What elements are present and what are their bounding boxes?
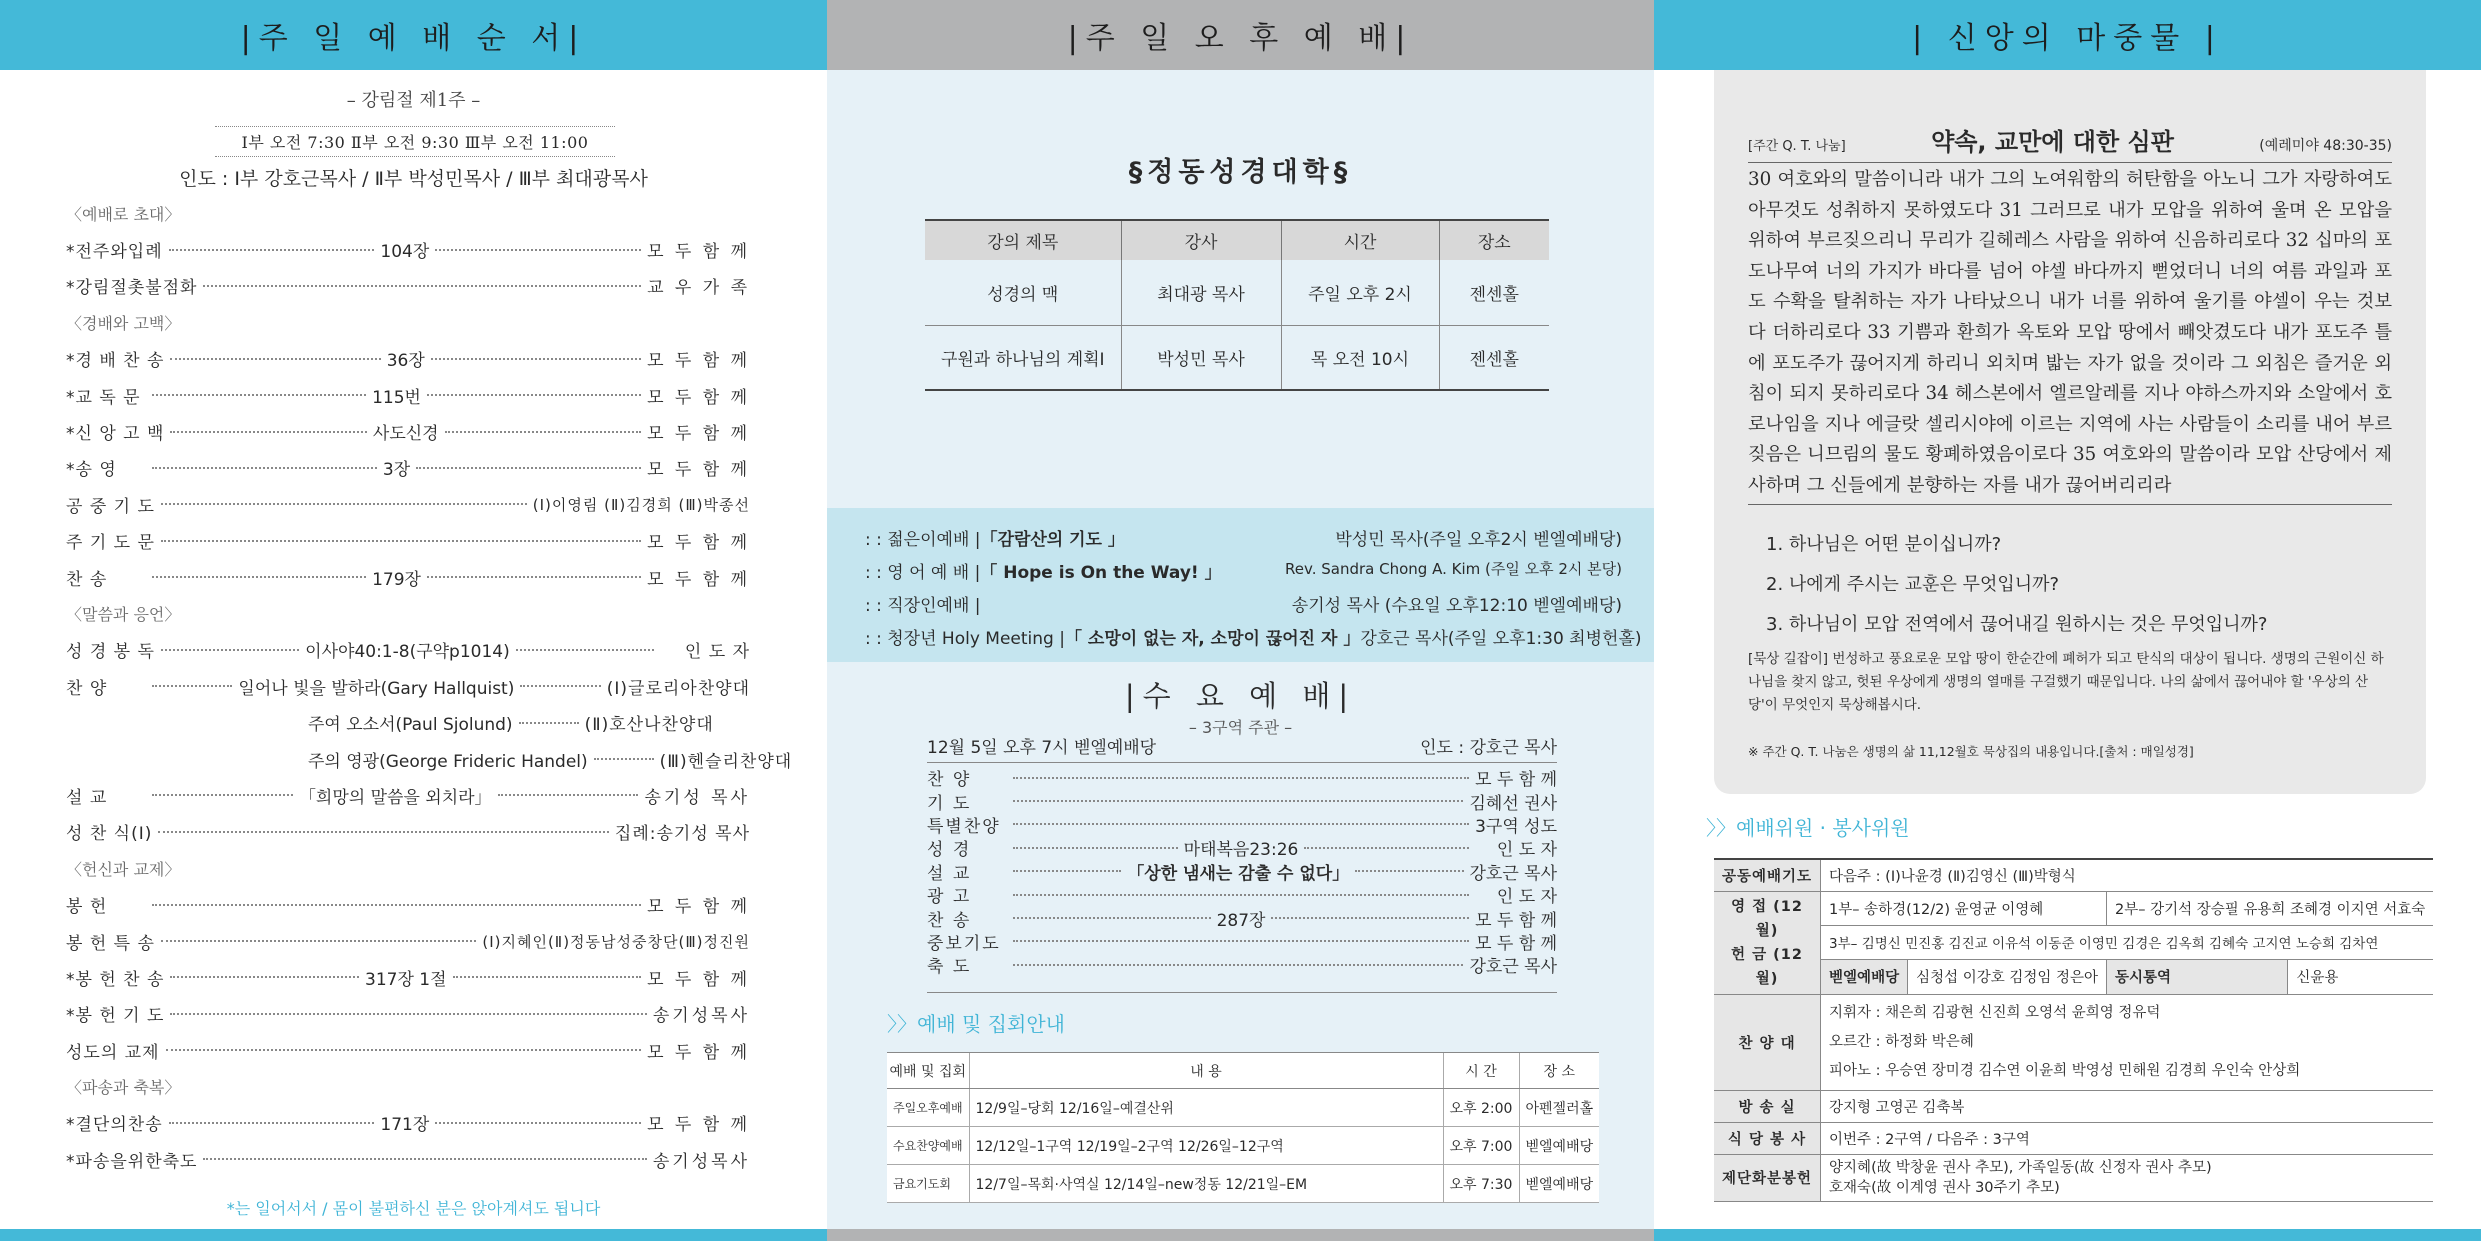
leader-dots	[166, 1049, 642, 1051]
list-item	[66, 268, 750, 304]
worship-name	[865, 591, 981, 616]
item-performer: 3구역 성도	[1475, 816, 1557, 837]
leader-dots	[427, 576, 641, 578]
item-name: 특별찬양	[927, 816, 1001, 837]
list-item	[865, 591, 1622, 616]
table-cell: 수요찬양예배	[887, 1127, 969, 1165]
leader-dots	[1013, 847, 1178, 849]
item-detail: 171장	[380, 1115, 430, 1136]
list-item	[66, 741, 793, 777]
table-cell: 벧엘예배당	[1519, 1165, 1599, 1203]
item-name: *결단의찬송	[66, 1115, 163, 1136]
item-name: *신 앙 고 백	[66, 424, 165, 445]
row-label: 식 당 봉 사	[1714, 1122, 1821, 1154]
list-item	[66, 341, 750, 377]
item-name: 공 중 기 도	[66, 496, 155, 517]
wednesday-date: 12월 5일 오후 7시 벧엘예배당	[927, 738, 1157, 758]
table-row	[1714, 960, 2433, 994]
worship-info: Rev. Sandra Chong A. Kim (주일 오후 2시 본당)	[1285, 560, 1622, 578]
leader-dots	[1013, 894, 1469, 896]
schedule-heading: 〉〉예배 및 집회안내	[887, 1012, 1065, 1036]
leader-dots	[161, 649, 299, 651]
worship-label: : : 청장년 Holy Meeting |	[865, 629, 1065, 649]
question-1: 1. 하나님은 어떤 분이십니까?	[1766, 534, 2002, 555]
item-name: 봉 헌	[66, 897, 108, 918]
list-item	[927, 906, 1557, 929]
bible-college-title: §정동성경대학§	[1128, 157, 1353, 188]
volunteers-table	[1714, 858, 2433, 1202]
item-performer: 인 도 자	[1496, 840, 1557, 861]
leader-dots	[1013, 800, 1463, 802]
leader-dots	[152, 685, 232, 687]
worship-label: : : 영 어 예 배 |	[865, 563, 981, 583]
table-cell: 이번주 : 2구역 / 다음주 : 3구역	[1821, 1122, 2434, 1154]
list-item	[66, 814, 750, 850]
item-detail: 115번	[372, 387, 421, 408]
item-performer: 모 두 함 께	[647, 969, 751, 990]
schedule-header: 장 소	[1519, 1053, 1599, 1089]
item-performer: 교 우 가 족	[647, 278, 750, 299]
leader-dots	[416, 467, 641, 469]
table-row	[925, 260, 1549, 325]
leader-dots	[1013, 777, 1469, 779]
item-name: 기 도	[927, 793, 972, 814]
pianists: 피아노 : 우승연 장미경 김수연 이윤희 박영성 민해원 김경희 우인숙 안상희	[1829, 1062, 2301, 1079]
list-item	[927, 813, 1557, 836]
item-detail: 179장	[372, 569, 421, 590]
leader-dots	[152, 904, 641, 906]
table-row	[1714, 859, 2433, 891]
table-row	[1714, 891, 2433, 925]
table-row	[1714, 1122, 2433, 1154]
item-performer: 모 두 함 께	[647, 460, 750, 481]
wednesday-worship-title: |수 요 예 배|	[1124, 679, 1357, 713]
item-name: *경 배 찬 송	[66, 351, 165, 372]
item-name: 중보기도	[927, 933, 1001, 954]
leader-dots	[169, 249, 375, 251]
footer-bar	[0, 1229, 827, 1241]
item-name: 찬 송	[66, 569, 108, 590]
row-label: 공동예배기도	[1714, 859, 1821, 891]
item-performer: 송기성목사	[652, 1151, 750, 1172]
lecture-header-title: 강의 제목	[925, 220, 1121, 260]
item-name: *송 영	[66, 460, 117, 481]
item-name: 주 기 도 문	[66, 533, 155, 554]
item-performer: 강호근 목사	[1469, 863, 1558, 884]
list-item	[66, 632, 750, 668]
leader-dots	[161, 503, 527, 505]
lecture-table	[925, 219, 1549, 391]
list-item	[66, 886, 750, 922]
item-performer: 인 도 자	[1496, 887, 1557, 908]
item-performer: (Ⅰ)지혜인(Ⅱ)정동남성중창단(Ⅲ)정진원	[482, 932, 750, 951]
section-heading: 〈예배로 초대〉	[66, 204, 181, 224]
leader-dots	[519, 722, 579, 724]
list-item	[66, 559, 750, 595]
service-times: Ⅰ부 오전 7:30 Ⅱ부 오전 9:30 Ⅲ부 오전 11:00	[215, 126, 615, 157]
item-performer: 모 두 함 께	[1475, 933, 1557, 954]
leader-dots	[170, 1013, 646, 1015]
table-row	[1714, 1090, 2433, 1122]
schedule-header: 내 용	[969, 1053, 1443, 1089]
table-cell: 다음주 : (Ⅰ)나윤경 (Ⅱ)김영신 (Ⅲ)박형식	[1821, 859, 2434, 891]
list-item	[865, 624, 1642, 649]
item-detail: 287장	[1216, 910, 1266, 931]
list-item	[66, 413, 750, 449]
qt-heading	[1748, 122, 2392, 157]
section-heading: 〈경배와 고백〉	[66, 313, 181, 333]
list-item	[865, 558, 1622, 583]
leader-dots	[161, 540, 641, 542]
worship-label: : : 젊은이예배 |	[865, 530, 981, 550]
table-cell: 강지형 고영곤 김축복	[1821, 1090, 2434, 1122]
worship-name	[865, 525, 1125, 550]
worship-info: 박성민 목사(주일 오후2시 벧엘예배당)	[1335, 530, 1622, 550]
item-performer: 강호근 목사	[1469, 957, 1557, 978]
leader-dots	[169, 1122, 375, 1124]
footer-bar	[827, 1229, 1654, 1241]
item-name: *강림절촛불점화	[66, 278, 198, 299]
leader-dots	[170, 976, 359, 978]
table-cell: 벧엘예배당	[1821, 960, 1908, 994]
item-performer: 모 두 함 께	[647, 1115, 750, 1136]
panel-header: |주 일 예 배 순 서|	[0, 0, 827, 70]
table-cell: 아펜젤러홀	[1519, 1089, 1599, 1127]
table-cell	[1821, 994, 2434, 1090]
list-item	[927, 953, 1557, 976]
table-cell: 성경의 맥	[925, 260, 1121, 325]
list-item	[66, 959, 750, 995]
leader-dots	[445, 431, 642, 433]
worship-leaders: 인도 : Ⅰ부 강호근목사 / Ⅱ부 박성민목사 / Ⅲ부 최대광목사	[179, 168, 648, 190]
table-row	[925, 325, 1549, 390]
footer-bar	[1654, 1229, 2481, 1241]
leader-dots	[152, 394, 366, 396]
list-item	[66, 523, 750, 559]
list-item	[66, 1105, 750, 1141]
sermon-title: 「 소망이 없는 자, 소망이 끊어진 자 」	[1064, 629, 1361, 649]
item-performer: 모 두 함 께	[647, 533, 750, 554]
table-cell: 목 오전 10시	[1281, 325, 1439, 390]
volunteers-heading: 〉〉예배위원 · 봉사위원	[1706, 816, 1910, 840]
panel-header: | 신앙의 마중물 |	[1654, 0, 2481, 70]
leader-dots	[1013, 917, 1211, 919]
worship-name	[865, 558, 1222, 583]
item-performer: 모 두 함 께	[1475, 910, 1557, 931]
item-detail: 사도신경	[372, 424, 439, 445]
leader-dots	[170, 358, 380, 360]
item-performer: 송기성목사	[652, 1006, 750, 1027]
item-performer: (Ⅰ)글로리아찬양대	[606, 678, 750, 699]
schedule-table	[887, 1052, 1599, 1203]
leader-dots	[435, 249, 641, 251]
lecture-header-teacher: 강사	[1121, 220, 1281, 260]
item-performer: 인 도 자	[684, 642, 750, 663]
order-list	[66, 195, 793, 1178]
leader-dots	[1304, 847, 1469, 849]
item-detail: 이사야40:1-8(구약p1014)	[305, 642, 510, 663]
list-item	[66, 377, 750, 413]
meditation-guide: [묵상 길잡이] 번성하고 풍요로운 모압 땅이 한순간에 폐허가 되고 탄식의 대상이 됩니다. 생명의 근원이신 하나님을 찾지 않고, 헛된 우상에게 생명의 열매를 구걸했기 때문입니다. 나의 삶에서 끊어내야 할 '우상의 산당'이 무엇인지 묵상해봅시다.	[1748, 651, 2384, 713]
table-row	[887, 1165, 1599, 1203]
item-detail: 일어나 빛을 발하라(Gary Hallquist)	[238, 678, 515, 699]
qt-tag: [주간 Q. T. 나눔]	[1748, 139, 1846, 154]
table-cell: 동시통역	[2107, 960, 2288, 994]
item-name: 광 고	[927, 887, 972, 908]
item-name: 봉 헌 특 송	[66, 933, 155, 954]
wednesday-order	[927, 766, 1557, 977]
table-cell: 박성민 목사	[1121, 325, 1281, 390]
leader-dots	[435, 1122, 641, 1124]
leader-dots	[1013, 823, 1469, 825]
row-label: 찬 양 대	[1714, 994, 1821, 1090]
table-cell: 신윤용	[2288, 960, 2433, 994]
qt-box	[1714, 70, 2426, 794]
leader-dots	[520, 685, 600, 687]
item-name: *교 독 문	[66, 387, 141, 408]
table-row	[1714, 994, 2433, 1090]
table-cell: 1부– 송하경(12/2) 윤영균 이영혜	[1821, 891, 2107, 925]
item-name: 찬 송	[927, 910, 972, 931]
item-performer: 모 두 함 께	[647, 242, 750, 263]
leader-dots	[203, 1158, 646, 1160]
table-cell	[1821, 1154, 2434, 1201]
item-detail: 317장 1절	[365, 969, 447, 990]
item-detail: 36장	[386, 351, 425, 372]
leader-dots	[152, 794, 293, 796]
list-item	[66, 450, 750, 486]
item-performer: 모 두 함 께	[647, 387, 750, 408]
table-cell: 12/12일–1구역 12/19일–2구역 12/26일–12구역	[969, 1127, 1443, 1165]
lecture-header-time: 시간	[1281, 220, 1439, 260]
list-item	[927, 766, 1557, 789]
divider	[927, 992, 1557, 993]
table-cell: 오후 7:00	[1443, 1127, 1519, 1165]
table-cell: 2부– 강기석 장승필 유용희 조혜경 이지연 서효숙	[2107, 891, 2434, 925]
leader-dots	[1013, 870, 1121, 872]
list-item	[66, 486, 750, 522]
leader-dots	[1271, 917, 1469, 919]
item-performer: 송기성 목사	[644, 787, 750, 808]
panel-header: |주 일 오 후 예 배|	[827, 0, 1654, 70]
item-name: 찬 양	[927, 770, 972, 791]
item-name: 성 경 봉 독	[66, 642, 155, 663]
leader-dots	[161, 940, 476, 942]
standing-note: *는 일어서서 / 몸이 불편하신 분은 앉아계셔도 됩니다	[226, 1199, 601, 1218]
table-cell: 오후 2:00	[1443, 1089, 1519, 1127]
table-row	[887, 1127, 1599, 1165]
list-item	[927, 836, 1557, 859]
table-cell: 금요기도회	[887, 1165, 969, 1203]
table-cell: 구원과 하나님의 계획Ⅰ	[925, 325, 1121, 390]
item-detail: 104장	[380, 242, 430, 263]
table-cell: 오후 7:30	[1443, 1165, 1519, 1203]
item-name: 축 도	[927, 957, 972, 978]
row-label: 방 송 실	[1714, 1090, 1821, 1122]
youth-worship-band	[827, 508, 1654, 662]
table-cell: 젠센홀	[1439, 325, 1549, 390]
lecture-header-place: 장소	[1439, 220, 1549, 260]
sermon-title: 「 Hope is On the Way! 」	[980, 563, 1222, 583]
leader-dots	[158, 831, 609, 833]
question-3: 3. 하나님이 모압 전역에서 끊어내길 원하시는 것은 무엇입니까?	[1766, 614, 2268, 635]
table-cell: 최대광 목사	[1121, 260, 1281, 325]
afternoon-worship-panel	[827, 0, 1654, 1241]
list-item	[66, 996, 750, 1032]
table-cell: 3부– 김명신 민진홍 김진교 이유석 이동준 이영민 김경은 김옥희 김혜숙 고지연 노승희 김차연	[1821, 925, 2434, 959]
list-item	[927, 930, 1557, 953]
item-performer: 모 두 함 께	[647, 897, 750, 918]
leader-dots	[170, 431, 367, 433]
organists: 오르간 : 하정화 박은혜	[1829, 1033, 1974, 1050]
worship-name	[865, 624, 1360, 649]
leader-dots	[1013, 964, 1463, 966]
scripture-text: 30 여호와의 말씀이니라 내가 그의 노여워함의 허탄함을 아노니 그가 자랑하여도 아무것도 성취하지 못하였도다 31 그러므로 내가 모압을 위하여 울며 온 모압을 위하여 부르짖으리니 무리가 길헤레스 사람을 위하여 신음하리로다 32 십마의 포도나무여 너의 가지가 바다를 넘어 야셀 바다까지 뻗었더니 너의 여름 과일과 포도 수확을 탈취하는 자가 나타났으니 내가 너를 위하여 울기를 야셀이 우는 것보다 더하리로다 33 기쁨과 환희가 옥토와 모압 땅에서 빼앗겼도다 내가 포도주 틀에 포도주가 끊어지게 하리니 외치며 밟는 자가 없을 것이라 그 외침은 즐거운 외침이 되지 못하리로다 34 헤스본에서 엘르알레를 지나 야하스까지와 소알에서 호로나임을 지나 에글랏 셀리시야에 이르는 지역에 사는 사람들이 소리를 내어 부르짖음은 니므림의 물도 황폐하였음이로다 35 여호와의 말씀이라 모압 산당에서 제사하며 그 신들에게 분향하는 자를 내가 끊어버리리라	[1748, 162, 2392, 505]
item-performer: 김혜선 권사	[1469, 793, 1557, 814]
item-detail: 「상한 냄새는 감출 수 없다」	[1127, 863, 1350, 884]
table-cell: 젠센홀	[1439, 260, 1549, 325]
row-label: 제단화분봉헌	[1714, 1154, 1821, 1201]
leader-dots	[152, 576, 366, 578]
table-row	[1714, 1154, 2433, 1201]
item-name: 성 경	[927, 840, 972, 861]
leader-dots	[498, 794, 639, 796]
item-detail: 3장	[382, 460, 411, 481]
item-detail: 주여 오소서(Paul Sjolund)	[308, 715, 513, 736]
item-name: 성 찬 식(I)	[66, 824, 153, 845]
item-performer: 모 두 함 께	[647, 351, 750, 372]
section-heading: 〈말씀과 응언〉	[66, 604, 181, 624]
list-item	[66, 231, 750, 267]
table-cell: 12/9일–당회 12/16일–예결산위	[969, 1089, 1443, 1127]
item-performer: 집례:송기성 목사	[614, 824, 750, 845]
qt-reference: (예레미야 48:30-35)	[2259, 138, 2392, 154]
leader-dots	[453, 976, 642, 978]
flower-donors-1: 양지혜(故 박창윤 권사 추모), 가족일동(故 신정자 권사 추모)	[1829, 1159, 2212, 1176]
list-item	[927, 883, 1557, 906]
table-row	[887, 1089, 1599, 1127]
list-item	[66, 1141, 750, 1177]
leader-dots	[427, 394, 641, 396]
leader-dots	[516, 649, 654, 651]
table-cell: 심청섭 이강호 김정임 정은아	[1908, 960, 2107, 994]
order-of-worship-panel	[0, 0, 827, 1241]
faith-panel	[1654, 0, 2481, 1241]
table-cell: 주일오후예배	[887, 1089, 969, 1127]
item-performer: (Ⅰ)이영림 (Ⅱ)김경희 (Ⅲ)박종선	[532, 495, 750, 514]
worship-info: 송기성 목사 (수요일 오후12:10 벧엘예배당)	[1291, 596, 1622, 616]
row-label: 영 접 (12월) 헌 금 (12월)	[1714, 891, 1821, 994]
item-name: *파송을위한축도	[66, 1151, 198, 1172]
item-name: 설 교	[66, 787, 108, 808]
item-name: *전주와입례	[66, 242, 163, 263]
item-name: *봉 헌 찬 송	[66, 969, 165, 990]
item-detail: 주의 영광(George Frideric Handel)	[308, 751, 588, 772]
table-cell: 주일 오후 2시	[1281, 260, 1439, 325]
leader-dots	[203, 285, 641, 287]
item-performer: 모 두 함 께	[647, 569, 750, 590]
item-performer: (Ⅲ)헨슬리찬양대	[659, 751, 793, 772]
schedule-header: 예배 및 집회	[887, 1053, 969, 1089]
question-2: 2. 나에게 주시는 교훈은 무엇입니까?	[1766, 574, 2060, 595]
list-item	[66, 777, 750, 813]
qt-source: ※ 주간 Q. T. 나눔은 생명의 삶 11,12월호 묵상집의 내용입니다.[출처 : 매일성경]	[1748, 744, 2194, 759]
list-item	[927, 789, 1557, 812]
leader-dots	[1355, 870, 1463, 872]
sermon-title: 「감람산의 기도 」	[980, 530, 1125, 550]
list-item	[927, 860, 1557, 883]
item-performer: 모 두 함 께	[1475, 770, 1557, 791]
section-heading: 〈헌신과 교제〉	[66, 859, 181, 879]
table-cell: 벧엘예배당	[1519, 1127, 1599, 1165]
worship-info: 강호근 목사(주일 오후1:30 최병헌홀)	[1360, 629, 1642, 649]
conductors: 지휘자 : 채은희 김광현 신진희 오영석 윤희영 정유덕	[1829, 1004, 2161, 1021]
leader-dots	[594, 758, 654, 760]
wednesday-leader: 인도 : 강호근 목사	[1420, 738, 1557, 758]
item-performer: 모 두 함 께	[647, 424, 751, 445]
item-name: 성도의 교제	[66, 1042, 160, 1063]
leader-dots	[1013, 940, 1469, 942]
list-item	[865, 525, 1622, 550]
list-item	[66, 668, 750, 704]
worship-label: : : 직장인예배 |	[865, 596, 981, 616]
season-label: – 강림절 제1주 –	[346, 90, 481, 111]
item-performer: (Ⅱ)호산나찬양대	[584, 715, 714, 736]
item-detail: 「희망의 말씀을 외치라」	[298, 787, 492, 808]
flower-donors-2: 호재숙(故 이계영 권사 30주기 추모)	[1829, 1179, 2060, 1196]
wednesday-host: – 3구역 주관 –	[1188, 718, 1293, 737]
list-item	[66, 704, 750, 740]
list-item	[66, 1032, 750, 1068]
item-detail: 마태복음23:26	[1183, 840, 1299, 861]
item-name: *봉 헌 기 도	[66, 1006, 165, 1027]
item-name: 찬 양	[66, 678, 108, 699]
list-item	[66, 923, 750, 959]
table-cell: 12/7일–목회·사역실 12/14일–new정동 12/21일–EM	[969, 1165, 1443, 1203]
section-heading: 〈파송과 축복〉	[66, 1078, 181, 1098]
item-name: 설 교	[927, 863, 972, 884]
qt-title: 약속, 교만에 대한 심판	[1931, 128, 2174, 156]
leader-dots	[152, 467, 377, 469]
wednesday-info	[927, 733, 1557, 763]
table-row	[1714, 925, 2433, 959]
leader-dots	[431, 358, 641, 360]
item-performer: 모 두 함 께	[647, 1042, 750, 1063]
schedule-header: 시 간	[1443, 1053, 1519, 1089]
